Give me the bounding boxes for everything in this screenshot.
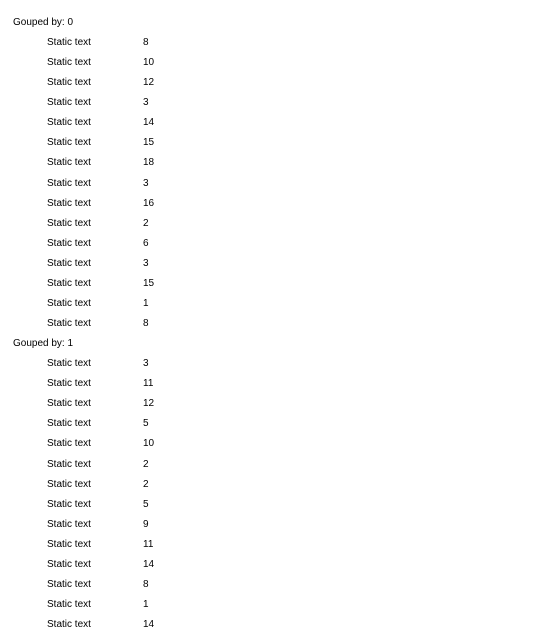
row-label: Static text [47, 298, 91, 310]
row-label: Static text [47, 378, 91, 390]
row-label: Static text [47, 177, 91, 189]
row-label: Static text [47, 137, 91, 149]
row-label: Static text [47, 97, 91, 109]
row-value: 2 [143, 217, 149, 229]
row-label: Static text [47, 318, 91, 330]
report-row [0, 434, 540, 454]
report-row [0, 595, 540, 615]
row-label: Static text [47, 418, 91, 430]
row-label: Static text [47, 599, 91, 611]
row-value: 1 [143, 599, 149, 611]
group-header-label: Gouped by: [13, 17, 65, 28]
report-row [0, 254, 540, 274]
row-label: Static text [47, 57, 91, 69]
report-row [0, 455, 540, 475]
report-row [0, 93, 540, 113]
report-row [0, 535, 540, 555]
report-row [0, 153, 540, 173]
row-value: 5 [143, 498, 149, 510]
row-label: Static text [47, 458, 91, 470]
row-label: Static text [47, 117, 91, 129]
row-value: 18 [143, 157, 155, 169]
report-row [0, 73, 540, 93]
row-value: 15 [143, 277, 155, 289]
report-row [0, 314, 540, 334]
report-row [0, 33, 540, 53]
row-value: 12 [143, 77, 155, 89]
row-label: Static text [47, 398, 91, 410]
row-label: Static text [47, 157, 91, 169]
report-row [0, 555, 540, 575]
row-label: Static text [47, 77, 91, 89]
row-value: 2 [143, 458, 149, 470]
row-value: 5 [143, 418, 149, 430]
row-value: 12 [143, 398, 155, 410]
row-value: 11 [143, 378, 154, 390]
report-row [0, 615, 540, 635]
row-value: 9 [143, 518, 149, 530]
group-header [0, 334, 540, 354]
row-value: 14 [143, 558, 155, 570]
report-row [0, 133, 540, 153]
row-value: 14 [143, 619, 155, 631]
report-row [0, 414, 540, 434]
row-value: 10 [143, 438, 155, 450]
group-header-label: Gouped by: [13, 338, 65, 350]
report-row [0, 374, 540, 394]
row-value: 3 [143, 358, 149, 370]
row-value: 8 [143, 37, 149, 48]
report-row [0, 274, 540, 294]
row-value: 14 [143, 117, 155, 129]
report-row [0, 294, 540, 314]
report-row [0, 394, 540, 414]
row-label: Static text [47, 438, 91, 450]
row-label: Static text [47, 197, 91, 209]
report-row [0, 53, 540, 73]
row-value: 3 [143, 257, 149, 269]
row-label: Static text [47, 579, 91, 591]
row-value: 8 [143, 579, 149, 591]
report-row [0, 495, 540, 515]
row-value: 10 [143, 57, 155, 69]
report-body [0, 13, 540, 635]
row-label: Static text [47, 257, 91, 269]
report-row [0, 575, 540, 595]
row-value: 2 [143, 478, 149, 490]
row-label: Static text [47, 478, 91, 490]
row-label: Static text [47, 518, 91, 530]
row-label: Static text [47, 37, 91, 48]
report-row [0, 194, 540, 214]
report-row [0, 234, 540, 254]
row-value: 11 [143, 538, 154, 550]
row-value: 1 [143, 298, 149, 310]
report-row [0, 515, 540, 535]
group-header-value: 0 [67, 17, 74, 28]
row-value: 6 [143, 237, 149, 249]
report-row [0, 214, 540, 234]
row-value: 15 [143, 137, 155, 149]
report-row [0, 354, 540, 374]
row-label: Static text [47, 237, 91, 249]
row-value: 3 [143, 177, 149, 189]
row-label: Static text [47, 217, 91, 229]
row-label: Static text [47, 619, 91, 631]
row-value: 3 [143, 97, 149, 109]
report-row [0, 113, 540, 133]
row-label: Static text [47, 558, 91, 570]
group-header-value: 1 [67, 338, 74, 350]
row-label: Static text [47, 538, 91, 550]
row-label: Static text [47, 358, 91, 370]
row-label: Static text [47, 277, 91, 289]
report-row [0, 475, 540, 495]
row-value: 16 [143, 197, 155, 209]
row-value: 8 [143, 318, 149, 330]
group-header [0, 13, 540, 33]
report-row [0, 174, 540, 194]
row-label: Static text [47, 498, 91, 510]
